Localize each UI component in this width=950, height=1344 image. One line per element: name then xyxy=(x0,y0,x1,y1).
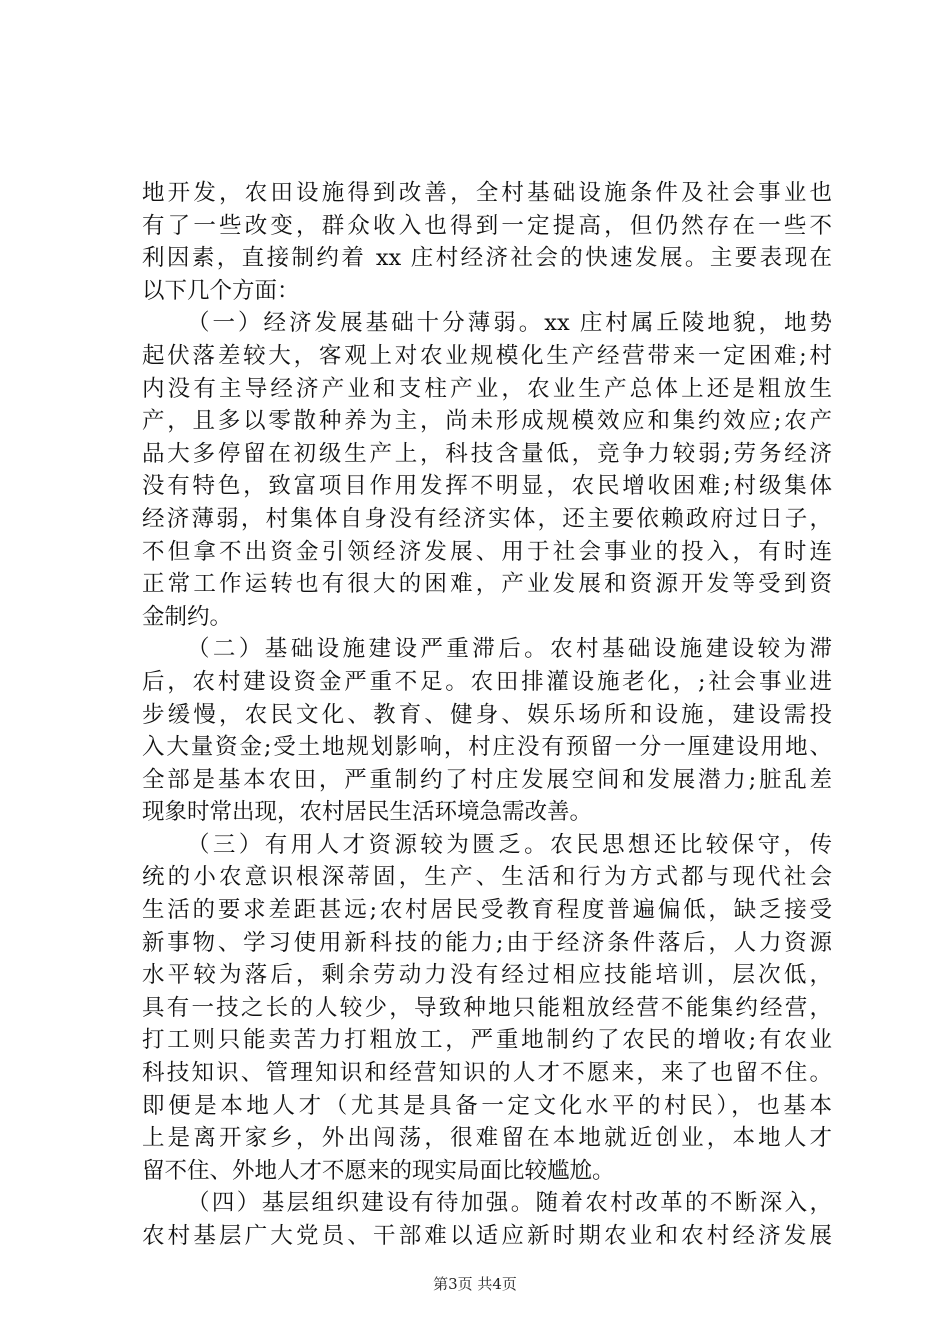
text-line: 地开发，农田设施得到改善，全村基础设施条件及社会事业也 xyxy=(142,180,832,206)
text-line: 不但拿不出资金引领经济发展、用于社会事业的投入，有时连 xyxy=(142,538,832,565)
text-line: 内没有主导经济产业和支柱产业，农业生产总体上还是粗放生 xyxy=(142,375,832,402)
paragraph-first-line: （三）有用人才资源较为匮乏。农民思想还比较保守，传 xyxy=(187,831,832,858)
text-line: 农村基层广大党员、干部难以适应新时期农业和农村经济发展 xyxy=(142,1223,832,1249)
text-line: 生活的要求差距甚远;农村居民受教育程度普遍偏低，缺乏接受 xyxy=(142,897,832,924)
text-line: 正常工作运转也有很大的困难，产业发展和资源开发等受到资 xyxy=(142,571,832,598)
paragraph-first-line: （二）基础设施建设严重滞后。农村基础设施建设较为滞 xyxy=(187,636,832,663)
text-line: 新事物、学习使用新科技的能力;由于经济条件落后，人力资源 xyxy=(142,929,832,956)
text-line: 统的小农意识根深蒂固，生产、生活和行为方式都与现代社会 xyxy=(142,864,832,891)
text-line: 步缓慢，农民文化、教育、健身、娱乐场所和设施，建设需投 xyxy=(142,701,832,728)
text-line: 具有一技之长的人较少，导致种地只能粗放经营不能集约经营， xyxy=(142,994,832,1021)
text-line: 打工则只能卖苦力打粗放工，严重地制约了农民的增收;有农业 xyxy=(142,1027,832,1054)
text-line: 后，农村建设资金严重不足。农田排灌设施老化，;社会事业进 xyxy=(142,668,832,695)
text-line: 有了一些改变，群众收入也得到一定提高，但仍然存在一些不 xyxy=(142,212,832,239)
text-line: 入大量资金;受土地规划影响，村庄没有预留一分一厘建设用地、 xyxy=(142,734,832,761)
text-line: 产，且多以零散种养为主，尚未形成规模效应和集约效应;农产 xyxy=(142,408,832,435)
text-line: 品大多停留在初级生产上，科技含量低，竞争力较弱;劳务经济 xyxy=(142,440,832,467)
text-line: 起伏落差较大，客观上对农业规模化生产经营带来一定困难;村 xyxy=(142,342,832,369)
page-footer: 第3页 共4页 xyxy=(433,1275,517,1293)
text-line: 留不住、外地人才不愿来的现实局面比较尴尬。 xyxy=(142,1157,615,1184)
text-line: 全部是基本农田，严重制约了村庄发展空间和发展潜力;脏乱差 xyxy=(142,766,832,793)
text-line: 金制约。 xyxy=(142,603,233,630)
text-line: 经济薄弱，村集体自身没有经济实体，还主要依赖政府过日子， xyxy=(142,505,832,532)
text-line: 没有特色，致富项目作用发挥不明显，农民增收困难;村级集体 xyxy=(142,473,832,500)
text-line: 上是离开家乡，外出闯荡，很难留在本地就近创业，本地人才 xyxy=(142,1125,832,1152)
text-line: 科技知识、管理知识和经营知识的人才不愿来，来了也留不住。 xyxy=(142,1060,832,1087)
paragraph-first-line: （四）基层组织建设有待加强。随着农村改革的不断深入， xyxy=(187,1190,832,1217)
paragraph-first-line: （一）经济发展基础十分薄弱。xx 庄村属丘陵地貌，地势 xyxy=(187,310,832,337)
text-line: 水平较为落后，剩余劳动力没有经过相应技能培训，层次低， xyxy=(142,962,832,989)
text-line: 以下几个方面： xyxy=(142,277,300,304)
document-body xyxy=(142,177,832,1253)
text-line: 即便是本地人才（尤其是具备一定文化水平的村民），也基本 xyxy=(142,1092,832,1119)
text-line: 利因素，直接制约着 xx 庄村经济社会的快速发展。主要表现在 xyxy=(142,245,832,272)
text-line: 现象时常出现，农村居民生活环境急需改善。 xyxy=(142,799,593,826)
